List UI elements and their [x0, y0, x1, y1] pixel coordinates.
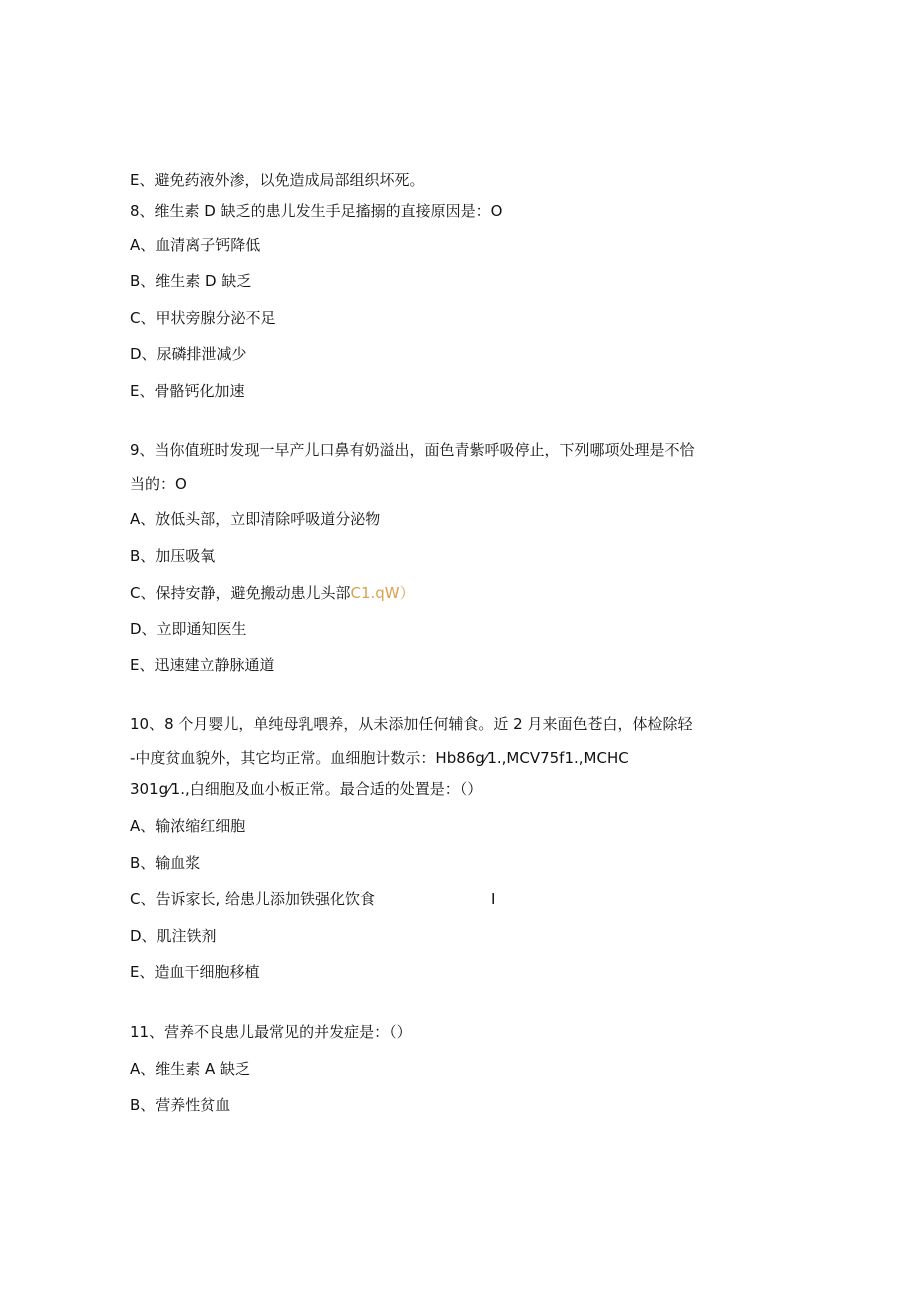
q7-option-e: E、避免药液外渗，以免造成局部组织坏死。: [130, 171, 425, 189]
annotation-mark: C1.qW）: [350, 584, 415, 602]
q9-option-c-row: [130, 583, 415, 603]
q8-option-d: D、尿磷排泄减少: [130, 345, 247, 363]
q9-option-c: C、保持安静，避免搬动患儿头部: [130, 584, 351, 602]
q10-option-d: D、肌注铁剂: [130, 927, 217, 945]
q9-stem-line2: 当的：O: [130, 475, 187, 493]
q10-stem-line2: -中度贫血貌外，其它均正常。血细胞计数示：Hb86g⁄1.,MCV75f1.,MCHC: [130, 749, 629, 767]
q11-stem: 11、营养不良患儿最常见的并发症是：（）: [130, 1023, 412, 1041]
q10-option-e: E、造血干细胞移植: [130, 963, 260, 981]
q9-option-d: D、立即通知医生: [130, 620, 247, 638]
q8-option-a: A、血清离子钙降低: [130, 236, 261, 254]
q9-stem-line1: 9、当你值班时发现一早产儿口鼻有奶溢出，面色青紫呼吸停止，下列哪项处理是不恰: [130, 441, 695, 459]
stray-mark: I: [491, 890, 496, 908]
q8-option-c: C、甲状旁腺分泌不足: [130, 309, 276, 327]
q10-option-b: B、输血浆: [130, 854, 201, 872]
q10-stem-line1: 10、8 个月婴儿，单纯母乳喂养，从未添加任何辅食。近 2 月来面色苍白，体检除轻: [130, 715, 693, 733]
q10-stem-line3: 301g⁄1.,白细胞及血小板正常。最合适的处置是：（）: [130, 780, 483, 798]
q8-option-b: B、维生素 D 缺乏: [130, 272, 252, 290]
q10-option-c: C、告诉家长, 给患儿添加铁强化饮食: [130, 890, 376, 908]
q9-option-b: B、加压吸氧: [130, 547, 216, 565]
q11-option-b: B、营养性贫血: [130, 1096, 231, 1114]
q8-option-e: E、骨骼钙化加速: [130, 382, 245, 400]
q10-option-a: A、输浓缩红细胞: [130, 817, 246, 835]
q8-stem: 8、维生素 D 缺乏的患儿发生手足搐搦的直接原因是：O: [130, 202, 503, 220]
q9-option-e: E、迅速建立静脉通道: [130, 656, 275, 674]
q9-option-a: A、放低头部，立即清除呼吸道分泌物: [130, 510, 381, 528]
q11-option-a: A、维生素 A 缺乏: [130, 1060, 251, 1078]
